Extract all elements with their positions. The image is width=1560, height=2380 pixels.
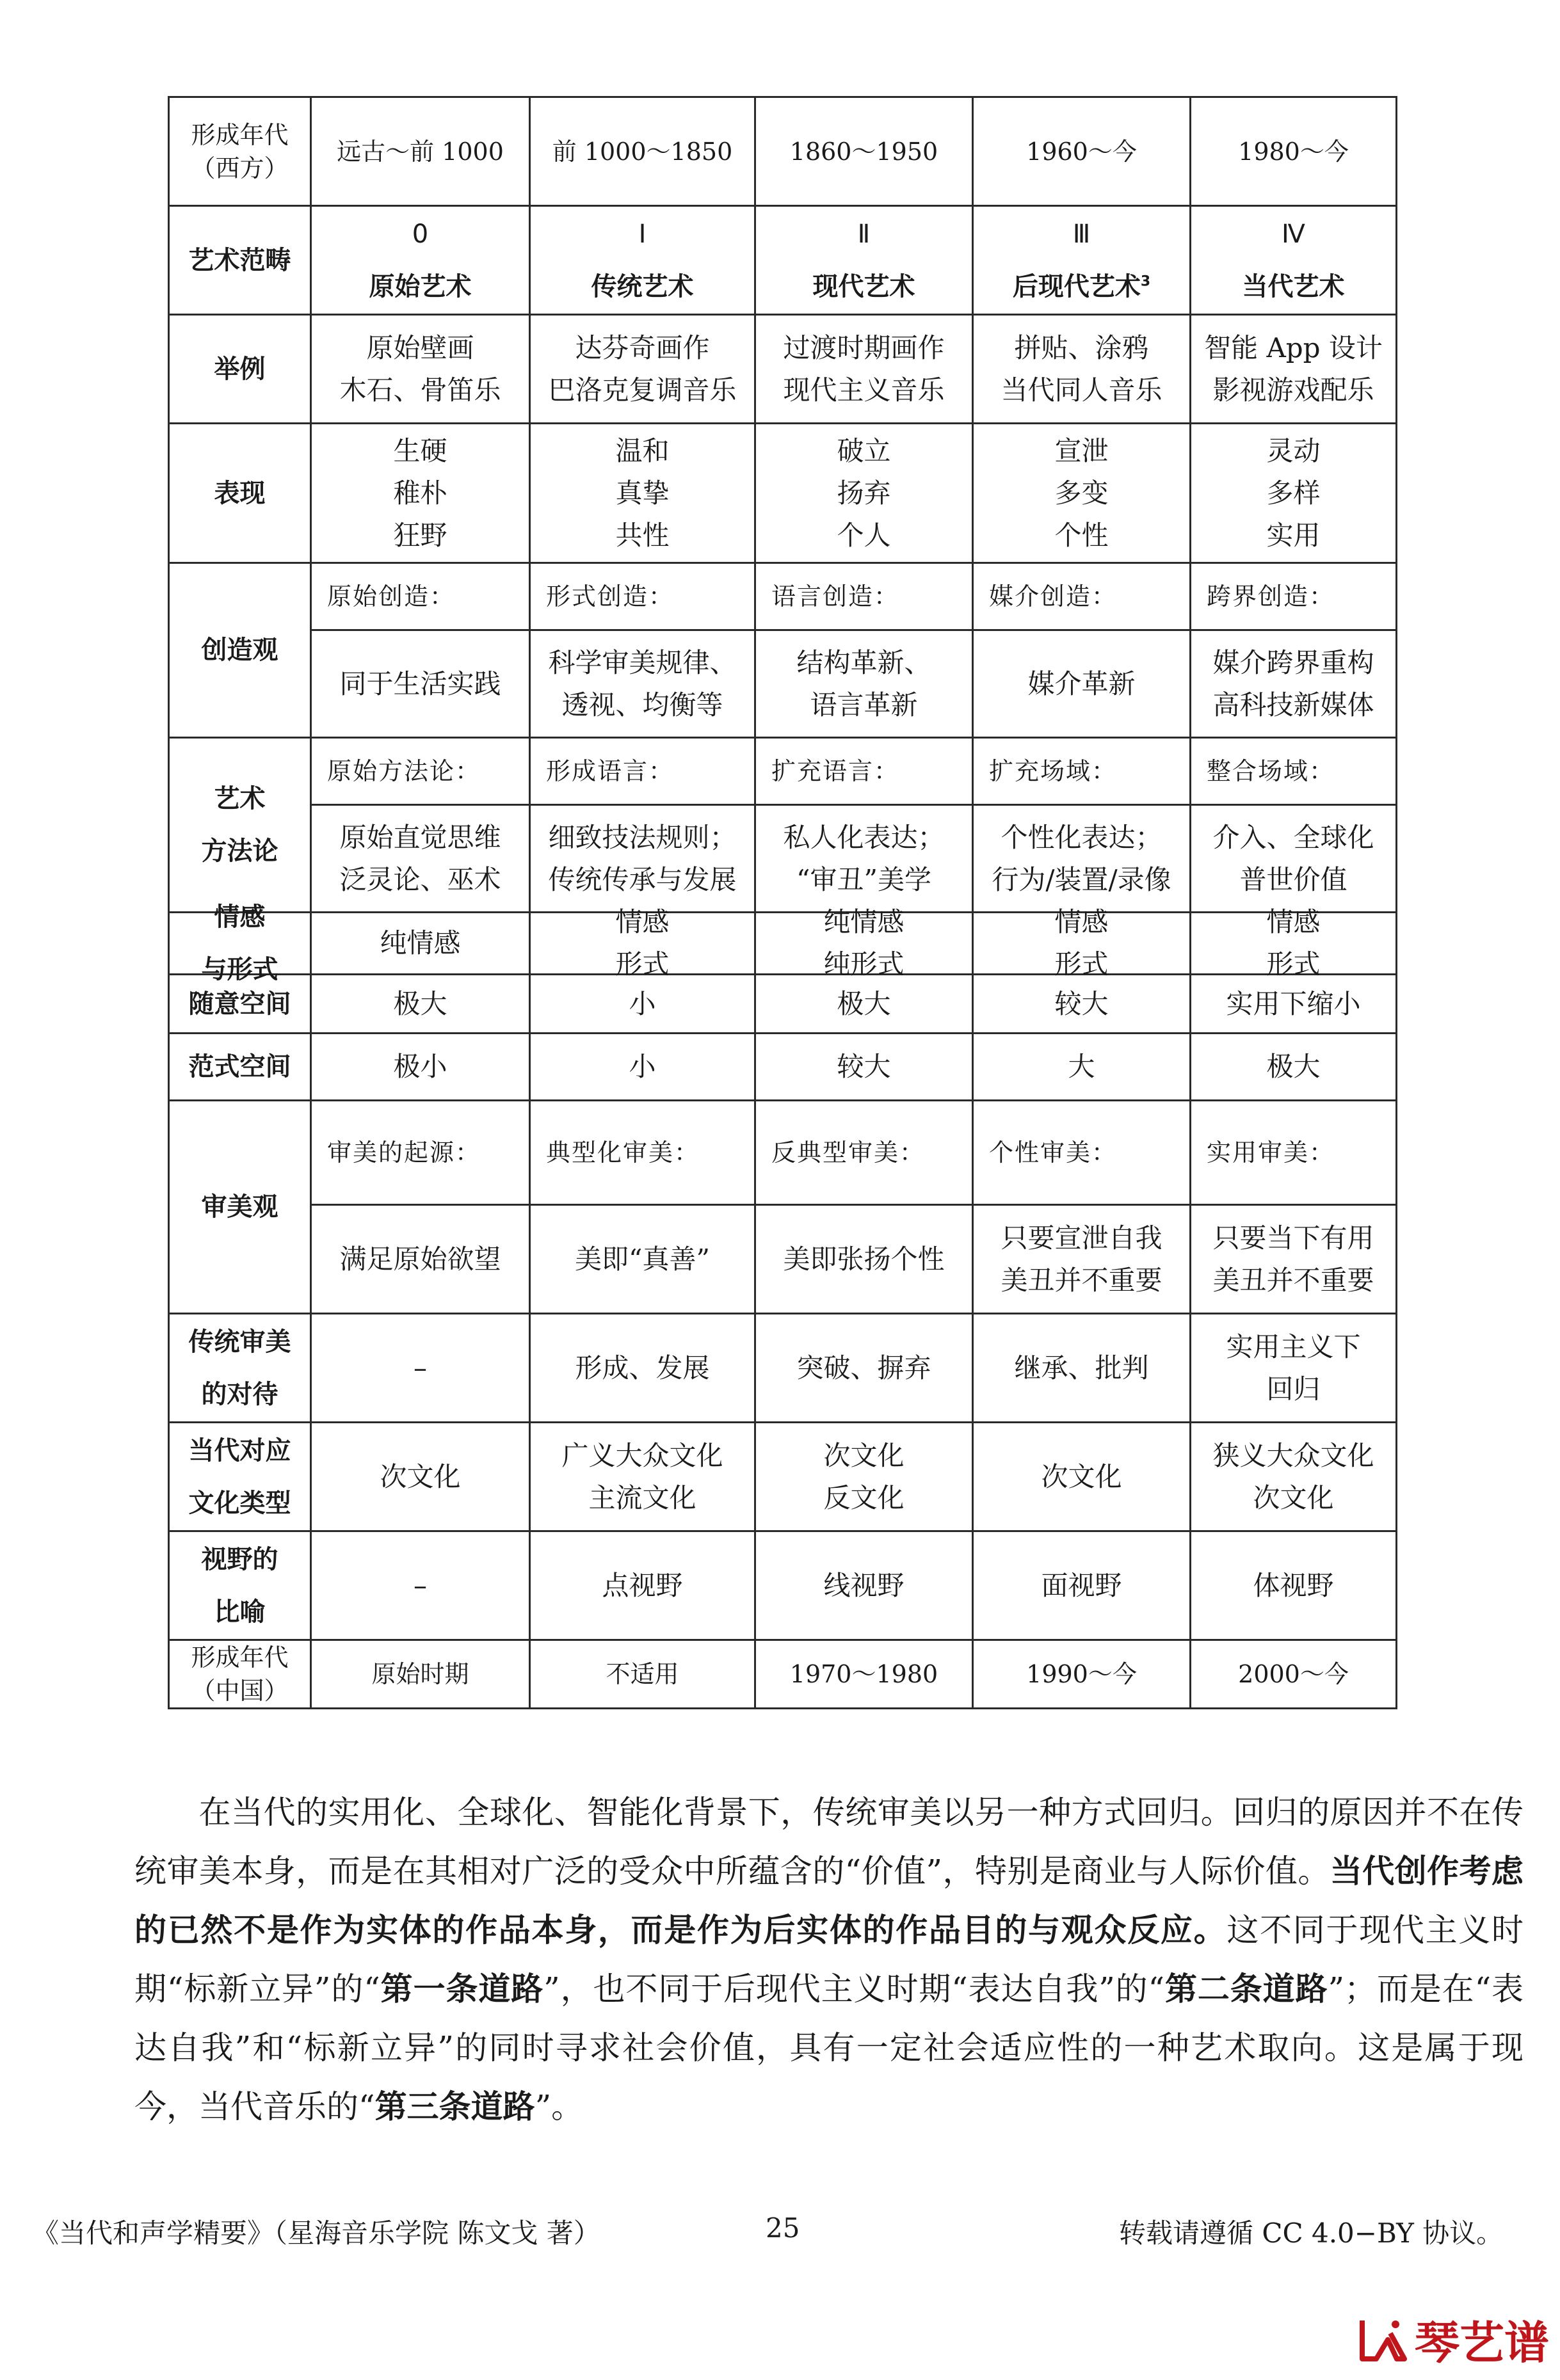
table-cell: 点视野 bbox=[531, 1532, 756, 1641]
sub-label: 原始创造： bbox=[312, 564, 531, 631]
table-cell bbox=[974, 1423, 1191, 1532]
header-line: 文化类型 bbox=[188, 1488, 291, 1518]
table-cell bbox=[756, 1423, 974, 1532]
sub-label: 审美的起源： bbox=[312, 1101, 531, 1206]
sub-label: 媒介创造： bbox=[974, 564, 1191, 631]
cell-line: 形式 bbox=[1054, 948, 1109, 980]
cell-line: 实用 bbox=[1266, 519, 1321, 551]
table-cell: 极大 bbox=[1191, 1034, 1397, 1101]
cell-line: 智能 App 设计 bbox=[1204, 331, 1383, 363]
paragraph-bold: 当代创作考虑的已然不是作为实体的作品本身，而是作为后实体的作品目的与观众反应。 bbox=[134, 1853, 1524, 1949]
table-cell bbox=[1191, 906, 1397, 980]
cell-line: 达芬奇画作 bbox=[575, 331, 710, 363]
row-header-paradigm: 范式空间 bbox=[170, 1034, 312, 1101]
logo-text: 琴艺谱 bbox=[1415, 2317, 1549, 2369]
header-line: （中国） bbox=[191, 1677, 289, 1705]
footer-book-title: 《当代和声学精要》（星海音乐学院 陈文戈 著） bbox=[32, 2217, 600, 2249]
sub-label: 个性审美： bbox=[974, 1101, 1191, 1206]
category-cell bbox=[531, 207, 756, 315]
cell-line: 情感 bbox=[1054, 906, 1109, 938]
category-name: 当代艺术 bbox=[1242, 271, 1345, 301]
cell-line: 普世价值 bbox=[1239, 863, 1347, 895]
cell-line: 透视、均衡等 bbox=[561, 689, 723, 721]
table-cell: 较大 bbox=[974, 975, 1191, 1034]
sub-label: 原始方法论： bbox=[312, 739, 531, 806]
table-cell: 线视野 bbox=[756, 1532, 974, 1641]
row-header-example: 举例 bbox=[170, 315, 312, 424]
row-header-year-west bbox=[170, 98, 312, 207]
header-line: 方法论 bbox=[201, 836, 278, 866]
footnote-marker: 3 bbox=[1140, 273, 1151, 290]
header-line: 比喻 bbox=[214, 1597, 266, 1627]
cell-line: 个性 bbox=[1054, 519, 1109, 551]
paragraph-text: ”。 bbox=[535, 2088, 584, 2125]
table-cell: 前 1000～1850 bbox=[531, 98, 756, 207]
cell-line: 原始直觉思维 bbox=[339, 821, 501, 853]
body-paragraph bbox=[134, 1783, 1524, 2136]
sub-label: 整合场域： bbox=[1191, 739, 1397, 806]
category-name: 传统艺术 bbox=[591, 271, 694, 301]
category-name: 后现代艺术 bbox=[1012, 271, 1141, 301]
table-cell: 2000～今 bbox=[1191, 1641, 1397, 1709]
cell-line: 过渡时期画作 bbox=[783, 331, 945, 363]
cell-line: 美即“真善” bbox=[575, 1243, 710, 1275]
cell-line: 结构革新、 bbox=[796, 646, 931, 678]
row-header-emotion bbox=[170, 902, 312, 984]
cell-line: – bbox=[414, 1352, 427, 1384]
table-cell bbox=[531, 1423, 756, 1532]
footer-page-number: 25 bbox=[766, 2212, 800, 2244]
category-name: 原始艺术 bbox=[369, 271, 472, 301]
cell-line: 狭义大众文化 bbox=[1212, 1439, 1374, 1471]
category-name-wrap bbox=[1013, 260, 1150, 313]
cell-line: “审丑”美学 bbox=[796, 863, 931, 895]
paragraph-bold: 第二条道路 bbox=[1164, 1970, 1328, 2008]
cell-line: 宣泄 bbox=[1054, 435, 1109, 467]
cell-line: 科学审美规律、 bbox=[548, 646, 737, 678]
sub-label: 形成语言： bbox=[531, 739, 756, 806]
header-line: 艺术 bbox=[214, 784, 266, 813]
category-cell bbox=[974, 207, 1191, 315]
cell-line: 主流文化 bbox=[588, 1482, 696, 1513]
cell-line: 影视游戏配乐 bbox=[1212, 374, 1374, 406]
table-cell: 远古～前 1000 bbox=[312, 98, 531, 207]
paragraph-text: ”；而是在“表达自我”和“标新立异”的同时寻求社会价值，具有一定社会适应性的一种艺术取向。这是属于现今，当代音乐的“ bbox=[134, 1970, 1524, 2125]
table-cell bbox=[531, 806, 756, 913]
category-cell bbox=[756, 207, 974, 315]
table-cell: 不适用 bbox=[531, 1641, 756, 1709]
cell-line: 纯情感 bbox=[380, 927, 461, 959]
cell-line: 行为/装置/录像 bbox=[992, 863, 1171, 895]
cell-line: 形成、发展 bbox=[575, 1352, 710, 1384]
paragraph-text: 这不同于现代主义时期“标新立异”的“ bbox=[134, 1912, 1524, 2008]
table-cell bbox=[312, 315, 531, 424]
category-number: 0 bbox=[412, 219, 429, 249]
table-cell bbox=[1191, 631, 1397, 739]
table-cell: 面视野 bbox=[974, 1532, 1191, 1641]
cell-line: 细致技法规则； bbox=[548, 821, 737, 853]
cell-line: 真挚 bbox=[615, 477, 670, 509]
row-header-culture bbox=[170, 1423, 312, 1532]
table-cell bbox=[974, 906, 1191, 980]
cell-line: 温和 bbox=[615, 435, 670, 467]
comparison-table bbox=[168, 96, 1397, 1709]
table-cell bbox=[312, 424, 531, 564]
table-cell bbox=[531, 424, 756, 564]
row-header-year-china bbox=[170, 1641, 312, 1709]
cell-line: 狂野 bbox=[393, 519, 447, 551]
category-number: Ⅲ bbox=[1072, 219, 1091, 249]
row-header-category: 艺术范畴 bbox=[170, 207, 312, 315]
table-cell bbox=[1191, 1206, 1397, 1314]
table-cell bbox=[974, 1314, 1191, 1423]
sub-label: 反典型审美： bbox=[756, 1101, 974, 1206]
table-cell: 1970～1980 bbox=[756, 1641, 974, 1709]
table-cell: 小 bbox=[531, 1034, 756, 1101]
table-cell bbox=[1191, 806, 1397, 913]
table-cell bbox=[974, 424, 1191, 564]
cell-line: 拼贴、涂鸦 bbox=[1014, 331, 1149, 363]
row-header-freedom: 随意空间 bbox=[170, 975, 312, 1034]
cell-line: 现代主义音乐 bbox=[783, 374, 945, 406]
cell-line: 次文化 bbox=[1041, 1460, 1122, 1492]
paragraph-text: ”，也不同于后现代主义时期“表达自我”的“ bbox=[543, 1970, 1165, 2008]
table-cell bbox=[531, 631, 756, 739]
table-cell bbox=[974, 631, 1191, 739]
sub-label: 语言创造： bbox=[756, 564, 974, 631]
table-cell bbox=[756, 315, 974, 424]
category-number: Ⅰ bbox=[638, 219, 647, 249]
cell-line: 纯形式 bbox=[823, 948, 905, 980]
table-cell: 体视野 bbox=[1191, 1532, 1397, 1641]
cell-line: 扬弃 bbox=[837, 477, 891, 509]
table-cell bbox=[531, 315, 756, 424]
site-logo bbox=[1357, 2307, 1549, 2372]
paragraph-text: 在当代的实用化、全球化、智能化背景下，传统审美以另一种方式回归。回归的原因并不在传统审美本身，而是在其相对广泛的受众中所蕴含的“价值”，特别是商业与人际价值。 bbox=[134, 1794, 1524, 1890]
cell-line: 语言革新 bbox=[810, 689, 918, 721]
sub-label: 形式创造： bbox=[531, 564, 756, 631]
table-cell: 1860～1950 bbox=[756, 98, 974, 207]
cell-line: 媒介跨界重构 bbox=[1212, 646, 1374, 678]
row-header-tradition bbox=[170, 1314, 312, 1423]
table-cell bbox=[312, 631, 531, 739]
cell-line: 个性化表达； bbox=[1001, 821, 1162, 853]
cell-line: 原始壁画 bbox=[366, 331, 474, 363]
table-cell bbox=[756, 424, 974, 564]
row-header-method bbox=[170, 739, 312, 913]
header-line: 情感 bbox=[214, 902, 266, 932]
table-cell: 极大 bbox=[312, 975, 531, 1034]
cell-line: 只要宣泄自我 bbox=[1001, 1222, 1162, 1254]
table-cell: 小 bbox=[531, 975, 756, 1034]
cell-line: 稚朴 bbox=[393, 477, 447, 509]
cell-line: 美丑并不重要 bbox=[1001, 1264, 1162, 1296]
table-cell: 实用下缩小 bbox=[1191, 975, 1397, 1034]
cell-line: 次文化 bbox=[1253, 1482, 1334, 1513]
row-header-aesthetic: 审美观 bbox=[170, 1101, 312, 1314]
table-cell bbox=[974, 806, 1191, 913]
table-cell bbox=[531, 1206, 756, 1314]
table-cell bbox=[974, 1206, 1191, 1314]
table-cell: 原始时期 bbox=[312, 1641, 531, 1709]
sub-label: 典型化审美： bbox=[531, 1101, 756, 1206]
table-cell bbox=[1191, 424, 1397, 564]
cell-line: 私人化表达； bbox=[783, 821, 945, 853]
cell-line: 只要当下有用 bbox=[1212, 1222, 1374, 1254]
sub-label: 实用审美： bbox=[1191, 1101, 1397, 1206]
cell-line: 传统传承与发展 bbox=[548, 863, 737, 895]
category-number: Ⅳ bbox=[1282, 219, 1305, 249]
cell-line: 泛灵论、巫术 bbox=[339, 863, 501, 895]
cell-line: 广义大众文化 bbox=[561, 1439, 723, 1471]
paragraph-bold: 第一条道路 bbox=[380, 1970, 544, 2008]
header-line: 传统审美 bbox=[188, 1327, 291, 1357]
cell-line: 个人 bbox=[837, 519, 891, 551]
table-cell bbox=[312, 913, 531, 975]
table-cell: – bbox=[312, 1532, 531, 1641]
cell-line: 情感 bbox=[615, 906, 670, 938]
cell-line: 巴洛克复调音乐 bbox=[548, 374, 737, 406]
cell-line: 多变 bbox=[1054, 477, 1109, 509]
logo-icon bbox=[1357, 2314, 1408, 2365]
table-cell bbox=[312, 1423, 531, 1532]
header-line: 视野的 bbox=[201, 1544, 278, 1574]
cell-line: 反文化 bbox=[823, 1482, 905, 1513]
cell-line: 形式 bbox=[615, 948, 670, 980]
cell-line: 次文化 bbox=[823, 1439, 905, 1471]
cell-line: 美丑并不重要 bbox=[1212, 1264, 1374, 1296]
cell-line: 生硬 bbox=[393, 435, 447, 467]
cell-line: 实用主义下 bbox=[1226, 1330, 1361, 1362]
header-line: 的对待 bbox=[201, 1379, 278, 1409]
cell-line: 情感 bbox=[1266, 906, 1321, 938]
cell-line: 高科技新媒体 bbox=[1212, 689, 1374, 721]
row-header-creation: 创造观 bbox=[170, 564, 312, 739]
row-header-expression: 表现 bbox=[170, 424, 312, 564]
header-line: 与形式 bbox=[201, 955, 278, 984]
table-cell bbox=[312, 1314, 531, 1423]
cell-line: 多样 bbox=[1266, 477, 1321, 509]
cell-line: 共性 bbox=[615, 519, 670, 551]
cell-line: 回归 bbox=[1266, 1373, 1321, 1405]
table-cell bbox=[312, 1206, 531, 1314]
header-line: 形成年代 bbox=[191, 1643, 289, 1672]
header-line: 形成年代 bbox=[191, 120, 289, 149]
table-cell bbox=[756, 806, 974, 913]
table-cell bbox=[756, 1206, 974, 1314]
cell-line: 继承、批判 bbox=[1014, 1352, 1149, 1384]
cell-line: 同于生活实践 bbox=[339, 667, 501, 699]
cell-line: 形式 bbox=[1266, 948, 1321, 980]
cell-line: 当代同人音乐 bbox=[1001, 374, 1162, 406]
cell-line: 满足原始欲望 bbox=[339, 1243, 501, 1275]
paragraph-bold: 第三条道路 bbox=[374, 2088, 535, 2125]
table-cell bbox=[1191, 1314, 1397, 1423]
table-cell: 1980～今 bbox=[1191, 98, 1397, 207]
header-line: （西方） bbox=[191, 154, 289, 182]
category-cell bbox=[1191, 207, 1397, 315]
table-cell bbox=[531, 1314, 756, 1423]
table-cell: 大 bbox=[974, 1034, 1191, 1101]
cell-line: 破立 bbox=[837, 435, 891, 467]
table-cell: 极大 bbox=[756, 975, 974, 1034]
table-cell bbox=[974, 315, 1191, 424]
table-cell bbox=[1191, 1423, 1397, 1532]
table-cell: 较大 bbox=[756, 1034, 974, 1101]
cell-line: 美即张扬个性 bbox=[783, 1243, 945, 1275]
footer-license: 转载请遵循 CC 4.0−BY 协议。 bbox=[1119, 2217, 1504, 2249]
table-cell bbox=[531, 906, 756, 980]
table-cell bbox=[756, 1314, 974, 1423]
table-cell bbox=[756, 631, 974, 739]
table-cell: 1990～今 bbox=[974, 1641, 1191, 1709]
category-number: Ⅱ bbox=[857, 219, 871, 249]
row-header-vision bbox=[170, 1532, 312, 1641]
category-cell bbox=[312, 207, 531, 315]
table-cell bbox=[1191, 315, 1397, 424]
cell-line: 木石、骨笛乐 bbox=[339, 374, 501, 406]
cell-line: 介入、全球化 bbox=[1212, 821, 1374, 853]
cell-line: 纯情感 bbox=[823, 906, 905, 938]
sub-label: 扩充场域： bbox=[974, 739, 1191, 806]
table-cell bbox=[312, 806, 531, 913]
table-cell: 极小 bbox=[312, 1034, 531, 1101]
sub-label: 跨界创造： bbox=[1191, 564, 1397, 631]
header-line: 当代对应 bbox=[188, 1435, 291, 1466]
cell-line: 次文化 bbox=[380, 1460, 461, 1492]
category-name: 现代艺术 bbox=[812, 271, 915, 301]
cell-line: 灵动 bbox=[1266, 435, 1321, 467]
sub-label: 扩充语言： bbox=[756, 739, 974, 806]
cell-line: 突破、摒弃 bbox=[796, 1352, 931, 1384]
cell-line: 媒介革新 bbox=[1027, 667, 1136, 699]
table-cell bbox=[756, 906, 974, 980]
table-cell: 1960～今 bbox=[974, 98, 1191, 207]
